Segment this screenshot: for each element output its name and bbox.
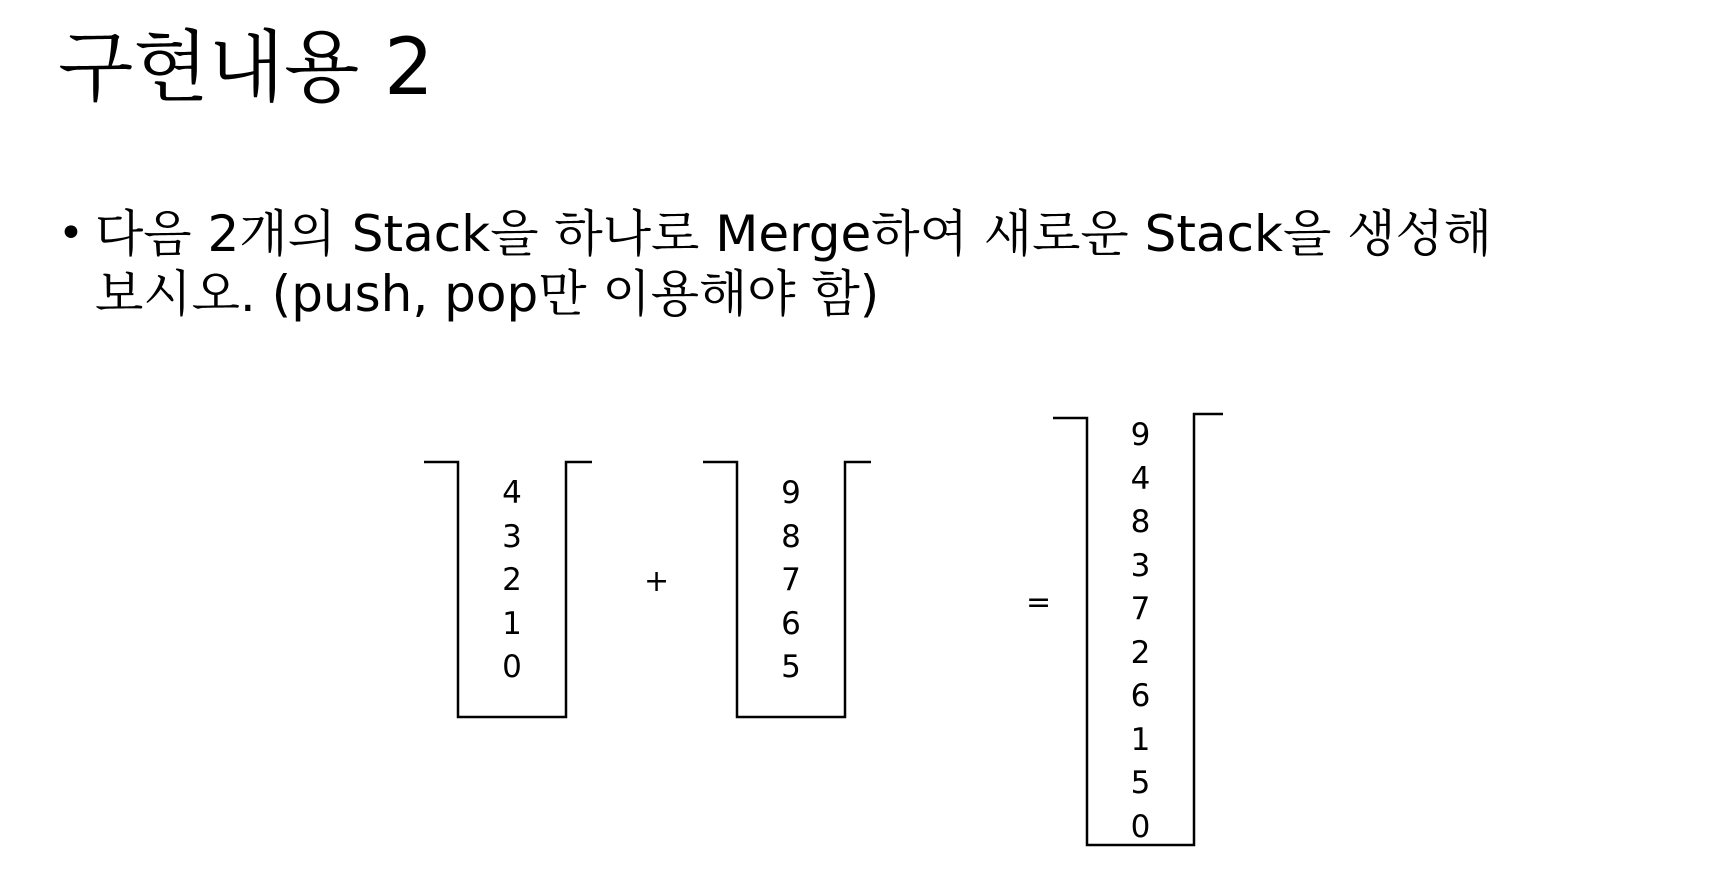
stack-a-item: 1 (502, 605, 522, 642)
stack-result-items (1087, 414, 1194, 849)
stack-a (424, 460, 594, 720)
stack-result-item: 2 (1130, 634, 1151, 671)
stack-b-item: 9 (781, 475, 801, 511)
stack-result-item: 6 (1130, 678, 1151, 714)
stack-result-item: 7 (1130, 591, 1151, 627)
stack-a-items (458, 472, 566, 690)
bullet-text-line-1: 다음 2개의 Stack을 하나로 Merge하여 새로운 Stack을 생성해 (95, 205, 1493, 263)
stack-b (703, 460, 873, 720)
stack-a-item: 3 (502, 518, 522, 555)
stack-a-item: 4 (502, 475, 522, 511)
stack-result-item: 4 (1130, 460, 1151, 497)
stack-b-item: 7 (781, 562, 801, 598)
stack-result-item: 0 (1130, 808, 1151, 845)
plus-operator: + (644, 564, 670, 599)
stack-result-item: 9 (1130, 417, 1151, 453)
stack-result-item: 8 (1130, 504, 1151, 540)
stack-b-item: 8 (781, 518, 801, 555)
bullet-text-line-2: 보시오. (push, pop만 이용해야 함) (95, 265, 880, 323)
stack-b-items (737, 472, 845, 690)
stack-result-item: 3 (1130, 547, 1151, 584)
slide-title: 구현내용 2 (58, 23, 434, 113)
stack-b-item: 5 (781, 649, 801, 685)
equals-operator: = (1026, 585, 1052, 620)
stack-result (1053, 412, 1225, 848)
bullet-dot: • (58, 208, 84, 259)
stack-a-item: 0 (502, 649, 522, 685)
stack-b-item: 6 (781, 605, 801, 642)
stack-result-item: 1 (1130, 721, 1151, 758)
stack-a-item: 2 (502, 562, 522, 598)
stack-result-item: 5 (1130, 765, 1151, 801)
